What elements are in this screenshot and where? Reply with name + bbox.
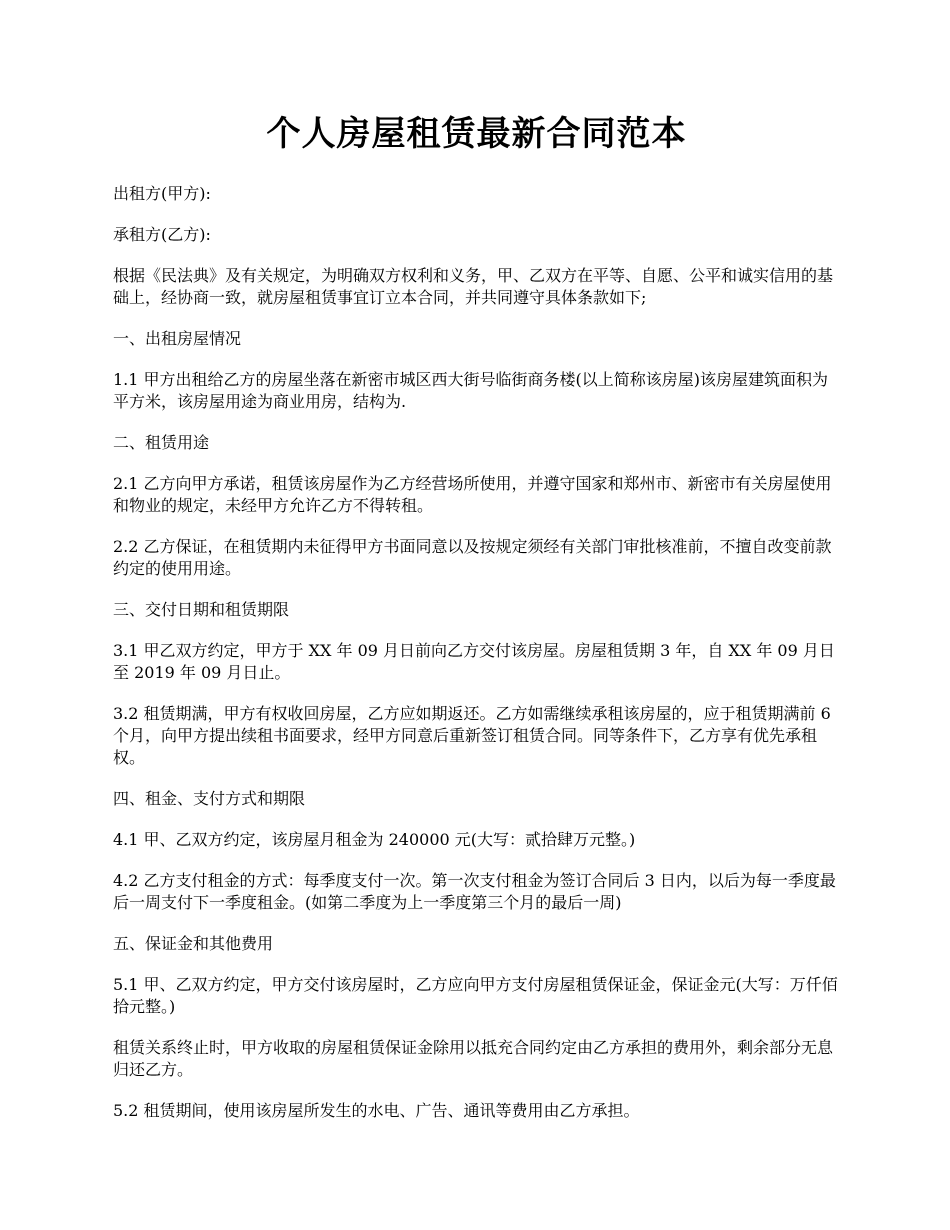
section-heading-5: 五、保证金和其他费用 [113,934,274,953]
section-heading-3: 三、交付日期和租赁期限 [113,600,290,619]
clause-3-1: 3.1 甲乙双方约定，甲方于 XX 年 09 月日前向乙方交付该房屋。房屋租赁期 3 年，自 XX 年 09 月日至 2019 年 09 月日止。 [113,641,835,682]
clause-4-1: 4.1 甲、乙双方约定，该房屋月租金为 240000 元(大写：贰拾肆万元整。) [113,830,636,849]
clause-2-1: 2.1 乙方向甲方承诺，租赁该房屋作为乙方经营场所使用，并遵守国家和郑州市、新密市有关房屋使用和物业的规定，未经甲方允许乙方不得转租。 [113,474,832,515]
clause-4-2: 4.2 乙方支付租金的方式：每季度支付一次。第一次支付租金为签订合同后 3 日内，以后为每一季度最后一周支付下一季度租金。(如第二季度为上一季度第三个月的最后一周) [113,871,836,912]
clause-1-1: 1.1 甲方出租给乙方的房屋坐落在新密市城区西大街号临街商务楼(以上简称该房屋)该房屋建筑面积为平方米，该房屋用途为商业用房，结构为. [113,370,829,411]
section-heading-2: 二、租赁用途 [113,433,210,452]
lessor-line: 出租方(甲方): [113,184,211,203]
lessee-line: 承租方(乙方): [113,225,211,244]
clause-3-2: 3.2 租赁期满，甲方有权收回房屋，乙方应如期返还。乙方如需继续承租该房屋的，应于租赁期满前 6 个月，向甲方提出续租书面要求，经甲方同意后重新签订租赁合同。同等条件下，乙方享有优先承租权。 [113,704,831,767]
preamble-paragraph: 根据《民法典》及有关规定，为明确双方权利和义务，甲、乙双方在平等、自愿、公平和诚实信用的基础上，经协商一致，就房屋租赁事宜订立本合同，并共同遵守具体条款如下; [113,266,834,307]
section-heading-4: 四、租金、支付方式和期限 [113,789,306,808]
clause-2-2: 2.2 乙方保证，在租赁期内未征得甲方书面同意以及按规定须经有关部门审批核准前，不擅自改变前款约定的使用用途。 [113,537,832,578]
clause-5-1: 5.1 甲、乙双方约定，甲方交付该房屋时，乙方应向甲方支付房屋租赁保证金，保证金元(大写：万仟佰拾元整。) [113,975,838,1016]
deposit-refund-paragraph: 租赁关系终止时，甲方收取的房屋租赁保证金除用以抵充合同约定由乙方承担的费用外，剩余部分无息归还乙方。 [113,1038,834,1079]
section-heading-1: 一、出租房屋情况 [113,329,242,348]
document-title: 个人房屋租赁最新合同范本 [266,114,687,154]
clause-5-2: 5.2 租赁期间，使用该房屋所发生的水电、广告、通讯等费用由乙方承担。 [113,1101,640,1120]
